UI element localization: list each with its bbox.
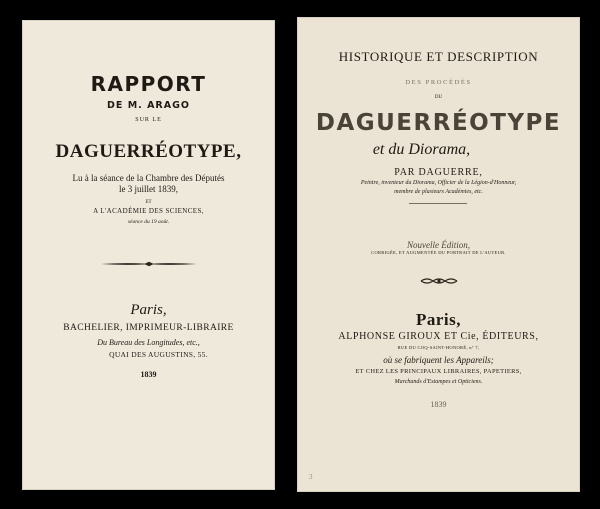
right-page-number: 3 — [309, 473, 313, 481]
left-author-line: DE M. ARAGO — [107, 100, 190, 111]
left-title-page — [22, 20, 275, 490]
left-city: Paris, — [130, 302, 167, 318]
left-sur-le: SUR LE — [135, 117, 162, 123]
left-address: QUAI DES AUGUSTINS, 55. — [109, 350, 208, 359]
left-title: RAPPORT — [90, 72, 207, 96]
right-street: RUE DU COQ-SAINT-HONORÉ, n° 7, — [397, 345, 480, 350]
left-year: 1839 — [140, 370, 157, 379]
right-chez: ET CHEZ LES PRINCIPAUX LIBRAIRES, PAPETIERS, — [355, 368, 522, 375]
right-title: HISTORIQUE ET DESCRIPTION — [338, 49, 539, 64]
right-diorama: et du Diorama, — [372, 141, 471, 158]
right-publisher: ALPHONSE GIROUX ET Cie, ÉDITEURS, — [338, 331, 539, 342]
left-ornament-rule — [22, 261, 275, 267]
right-ornament — [297, 277, 580, 285]
right-procedes: DES PROCÉDÉS — [405, 79, 472, 86]
right-author: PAR DAGUERRE, — [394, 167, 483, 178]
right-du: DU — [434, 95, 443, 100]
left-read-line-1: Lu à la séance de la Chambre des Députés — [72, 173, 225, 183]
right-edition: Nouvelle Édition, — [407, 240, 470, 250]
left-publisher: BACHELIER, IMPRIMEUR-LIBRAIRE — [63, 323, 234, 333]
left-et: ET — [145, 200, 152, 205]
right-year: 1839 — [430, 400, 447, 409]
right-subject: DAGUERRÉOTYPE — [315, 110, 562, 136]
right-city: Paris, — [415, 310, 462, 329]
left-academy: A L'ACADÉMIE DES SCIENCES, — [93, 207, 204, 215]
left-read-line-2: le 3 juillet 1839, — [119, 184, 178, 194]
right-author-desc-2: membre de plusieurs Académies, etc. — [394, 189, 483, 195]
right-title-page — [297, 17, 580, 492]
left-bureau: Du Bureau des Longitudes, etc., — [97, 338, 200, 347]
right-short-rule — [409, 203, 467, 204]
left-session: séance du 19 août. — [127, 219, 170, 225]
right-where: où se fabriquent les Appareils; — [383, 355, 494, 365]
left-subject: DAGUERRÉOTYPE, — [55, 141, 242, 162]
right-merchants: Marchands d'Estampes et Opticiens. — [394, 379, 483, 385]
right-author-desc-1: Peintre, inventeur du Diorama, Officier de la Légion-d'Honneur, — [360, 180, 517, 186]
right-corrected: CORRIGÉE, ET AUGMENTÉE DU PORTRAIT DE L'AUTEUR. — [371, 250, 506, 255]
